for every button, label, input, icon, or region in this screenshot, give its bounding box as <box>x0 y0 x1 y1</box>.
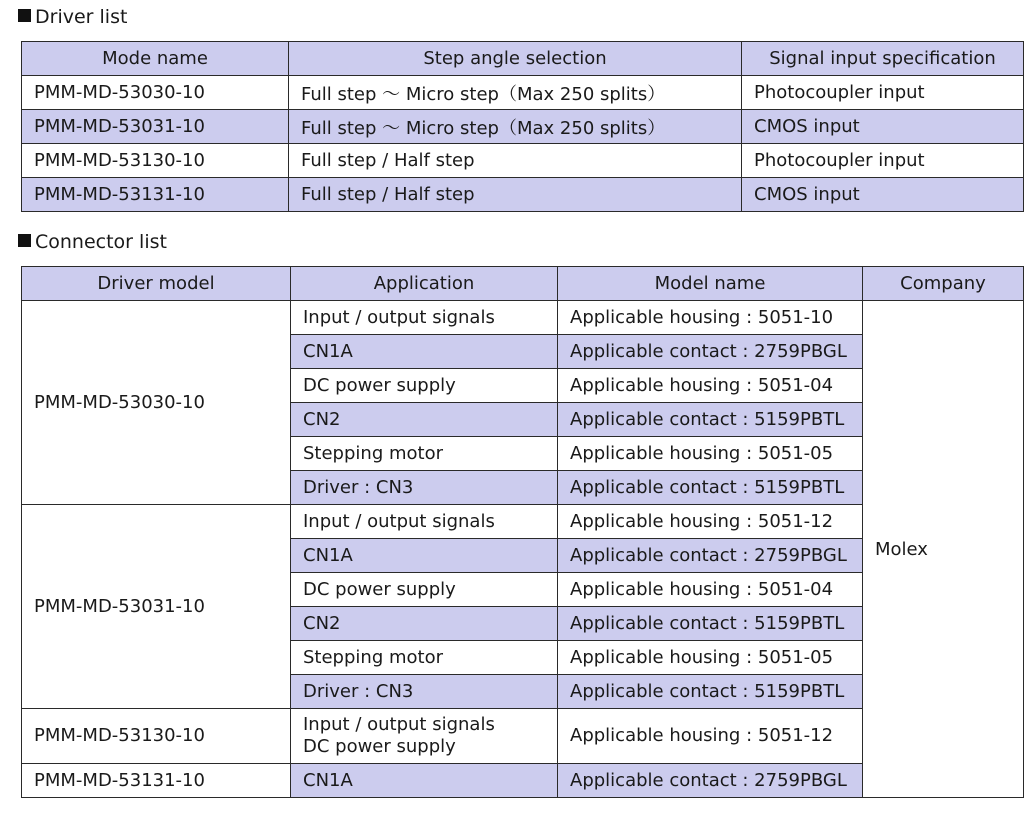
cell-signal: Photocoupler input <box>742 144 1024 178</box>
cell-application: CN2 <box>291 403 558 437</box>
cell-model-name: Applicable contact : 5159PBTL <box>558 607 863 641</box>
header-step-angle: Step angle selection <box>289 42 742 76</box>
cell-application: CN1A <box>291 539 558 573</box>
square-bullet-icon <box>18 9 31 22</box>
cell-application: CN2 <box>291 607 558 641</box>
cell-model-name: Applicable contact : 5159PBTL <box>558 403 863 437</box>
header-application: Application <box>291 267 558 301</box>
header-company: Company <box>863 267 1024 301</box>
table-row <box>22 110 1024 144</box>
driver-list-table <box>21 41 1024 212</box>
cell-driver-model: PMM-MD-53130-10 <box>22 709 291 764</box>
table-row <box>22 301 1024 335</box>
application-line: DC power supply <box>303 736 456 757</box>
cell-step: Full step / Half step <box>289 144 742 178</box>
cell-application: CN1A <box>291 335 558 369</box>
cell-application <box>291 709 558 764</box>
cell-model-name: Applicable housing : 5051-05 <box>558 641 863 675</box>
table-row <box>22 76 1024 110</box>
cell-application: Input / output signals <box>291 301 558 335</box>
cell-mode: PMM-MD-53130-10 <box>22 144 289 178</box>
driver-list-title: Driver list <box>18 4 127 30</box>
cell-mode: PMM-MD-53131-10 <box>22 178 289 212</box>
header-driver-model: Driver model <box>22 267 291 301</box>
cell-mode: PMM-MD-53030-10 <box>22 76 289 110</box>
cell-application: DC power supply <box>291 369 558 403</box>
cell-signal: CMOS input <box>742 110 1024 144</box>
cell-driver-model: PMM-MD-53131-10 <box>22 764 291 798</box>
header-mode-name: Mode name <box>22 42 289 76</box>
cell-model-name: Applicable housing : 5051-12 <box>558 505 863 539</box>
square-bullet-icon <box>18 234 31 247</box>
cell-mode: PMM-MD-53031-10 <box>22 110 289 144</box>
cell-company: Molex <box>863 301 1024 798</box>
cell-driver-model: PMM-MD-53031-10 <box>22 505 291 709</box>
cell-signal: CMOS input <box>742 178 1024 212</box>
cell-model-name: Applicable contact : 5159PBTL <box>558 675 863 709</box>
cell-model-name: Applicable contact : 2759PBGL <box>558 335 863 369</box>
cell-model-name: Applicable housing : 5051-10 <box>558 301 863 335</box>
header-model-name: Model name <box>558 267 863 301</box>
cell-step: Full step / Half step <box>289 178 742 212</box>
connector-list-title: Connector list <box>18 229 167 255</box>
cell-step: Full step ～ Micro step（Max 250 splits） <box>289 76 742 110</box>
cell-model-name: Applicable housing : 5051-04 <box>558 573 863 607</box>
cell-application: Stepping motor <box>291 437 558 471</box>
cell-step: Full step ～ Micro step（Max 250 splits） <box>289 110 742 144</box>
cell-application: CN1A <box>291 764 558 798</box>
table-row <box>22 144 1024 178</box>
cell-application: Stepping motor <box>291 641 558 675</box>
cell-signal: Photocoupler input <box>742 76 1024 110</box>
cell-model-name: Applicable housing : 5051-12 <box>558 709 863 764</box>
cell-model-name: Applicable contact : 2759PBGL <box>558 539 863 573</box>
cell-application: Driver : CN3 <box>291 675 558 709</box>
table-row <box>22 178 1024 212</box>
application-line: Input / output signals <box>303 714 495 735</box>
cell-application: Input / output signals <box>291 505 558 539</box>
cell-application: Driver : CN3 <box>291 471 558 505</box>
connector-list-table <box>21 266 1024 798</box>
cell-model-name: Applicable housing : 5051-04 <box>558 369 863 403</box>
table-header-row <box>22 42 1024 76</box>
cell-model-name: Applicable contact : 2759PBGL <box>558 764 863 798</box>
cell-driver-model: PMM-MD-53030-10 <box>22 301 291 505</box>
cell-model-name: Applicable housing : 5051-05 <box>558 437 863 471</box>
cell-model-name: Applicable contact : 5159PBTL <box>558 471 863 505</box>
header-signal-input: Signal input specification <box>742 42 1024 76</box>
cell-application: DC power supply <box>291 573 558 607</box>
table-header-row <box>22 267 1024 301</box>
